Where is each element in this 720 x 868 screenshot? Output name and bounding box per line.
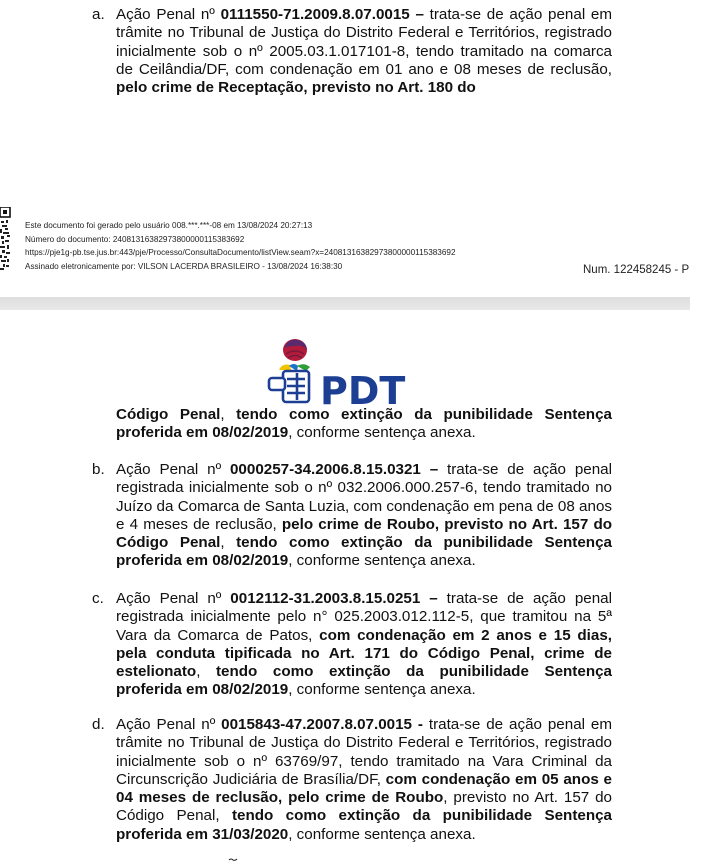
text-run: Ação Penal nº [116, 716, 222, 733]
text-run: , conforme sentença anexa. [288, 424, 476, 442]
qr-code-icon [0, 207, 12, 271]
item-text [116, 590, 612, 700]
item-text [116, 6, 612, 97]
text-run: , [196, 663, 216, 681]
page-separator [0, 297, 690, 310]
list-item-a-continued [116, 406, 612, 443]
fist-icon [269, 371, 309, 402]
list-item-a [92, 6, 612, 97]
list-item-c [92, 590, 612, 700]
list-item-d [92, 716, 612, 844]
item-marker: b. [92, 461, 105, 478]
text-run: , conforme sentença anexa. [288, 825, 476, 843]
signed-by-line: Assinado eletronicamente por: VILSON LACERDA BRASILEIRO - 13/08/2024 16:38:30 [25, 261, 343, 271]
bold-text: com condenação em 2 anos e 15 dias, pela conduta tipificada no Art. 171 do Código Penal, crime de estelionato [116, 626, 612, 681]
generated-by-line: Este documento foi gerado pelo usuário 008.***.***-08 em 13/08/2024 20:27:13 [25, 221, 313, 230]
document-page-1 [0, 0, 690, 290]
pdt-logo [264, 336, 409, 408]
document-num-label: Num. 122458245 - P [583, 264, 690, 276]
text-run: , previsto no Art. 157 do Código Penal, [116, 789, 612, 825]
item-text [116, 716, 612, 844]
text-run: Ação Penal nº [116, 590, 231, 607]
cut-off-text-fragment [228, 858, 238, 861]
text-run: Ação Penal nº [116, 6, 221, 23]
item-marker: d. [92, 716, 105, 733]
bold-text: tendo como extinção da punibilidade Sentença proferida em 08/02/2019 [116, 406, 612, 442]
item-marker: a. [92, 6, 105, 23]
logo-text: PDT [320, 369, 406, 408]
case-number: 0015843-47.2007.8.07.0015 - [221, 716, 423, 733]
bold-text: tendo como extinção da punibilidade Sentença proferida em 31/03/2020 [116, 807, 612, 843]
list-item-b [92, 461, 612, 571]
text-run: Ação Penal nº [116, 461, 230, 478]
bold-text: tendo como extinção da punibilidade Sentença proferida em 08/02/2019 [116, 534, 612, 570]
text-run: trata-se de ação penal registrada inicialmente pelo n° 025.2003.012.112-5, que tramitou na 5ª Vara da Comarca de Patos, [116, 590, 612, 644]
document-url-link[interactable]: https://pje1g-pb.tse.jus.br:443/pje/Processo/ConsultaDocumento/listView.seam?x=24081316382973800000115383692 [25, 248, 456, 258]
text-run: , conforme sentença anexa. [288, 552, 476, 570]
bold-text: pelo crime de Roubo, previsto no Art. 157 do Código Penal [116, 515, 612, 552]
text-run: trata-se de ação penal registrada inicialmente sob o nº 032.2006.000.257-6, tendo tramitado no Juízo da Comarca de Santa Luzia, com condenação em pena de 08 anos e 4 meses de reclusão, [116, 461, 612, 533]
text-run: , [220, 406, 237, 423]
text-run: , conforme sentença anexa. [288, 681, 476, 699]
signature-metadata [25, 219, 456, 273]
bold-text: com condenação em 05 anos e 04 meses de reclusão, pelo crime de Roubo [116, 770, 612, 807]
case-number: 0000257-34.2006.8.15.0321 – [229, 461, 439, 478]
case-number: 0111550-71.2009.8.07.0015 – [220, 6, 424, 23]
bold-text: pelo crime de Receptação, previsto no Art. 180 do [116, 79, 476, 97]
bold-text: tendo como extinção da punibilidade Sentença proferida em 08/02/2019 [116, 663, 612, 699]
item-marker: c. [92, 590, 104, 607]
item-text [116, 461, 612, 571]
bold-text: Código Penal [116, 406, 221, 423]
case-number: 0012112-31.2003.8.15.0251 – [230, 590, 438, 607]
document-number-line: Número do documento: 24081316382973800000115383692 [25, 234, 245, 244]
rose-icon [283, 339, 307, 361]
text-run: trata-se de ação penal em trâmite no Tribunal de Justiça do Distrito Federal e Territórios, registrado inicialmente sob o nº 2005.03.1.017101-8, tendo tramitado na comarca de Ceilândia/DF, com condenação em 01 ano e 08 meses de reclusão, [116, 6, 612, 78]
text-run: , [220, 534, 237, 552]
text-run: trata-se de ação penal em trâmite no Tribunal de Justiça do Distrito Federal e Territórios, registrado inicialmente sob o nº 63769/97, tendo tramitado na Vara Criminal da Circunscrição Judiciária de Brasília/DF, [116, 716, 612, 788]
